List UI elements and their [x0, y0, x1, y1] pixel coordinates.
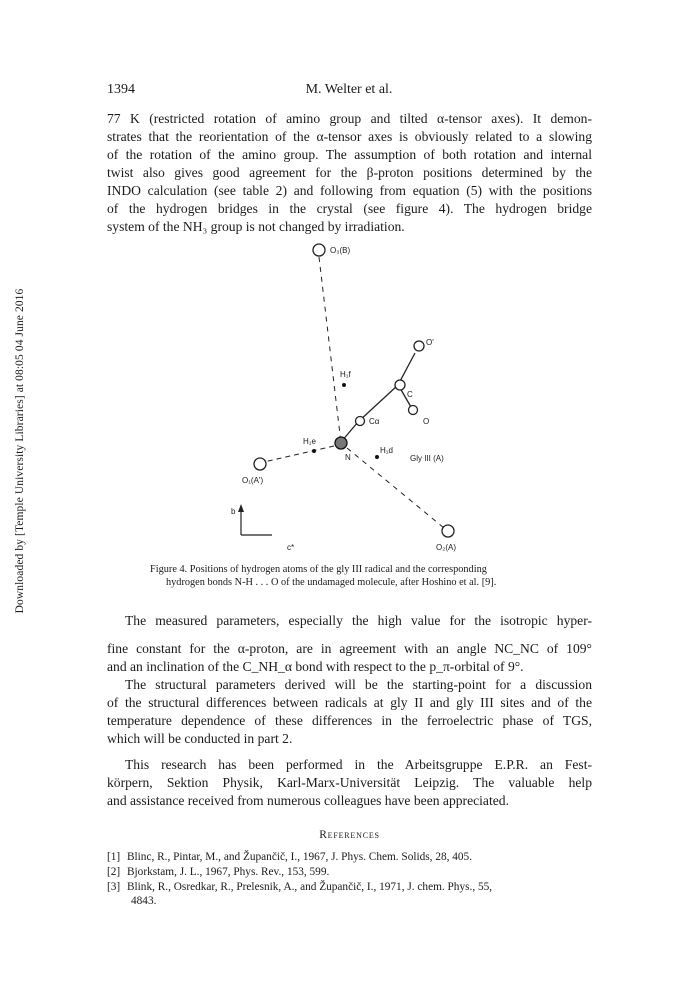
caption-line: hydrogen bonds N-H . . . O of the undamaged molecule, after Hoshino et al. [9]. [166, 577, 497, 588]
figure-caption [150, 563, 560, 589]
text-line: strates that the reorientation of the α-tensor axes is obviously related to a slowing [107, 129, 592, 144]
reference-item [107, 850, 592, 864]
reference-text: Blink, R., Osredkar, R., Prelesnik, A., and Župančič, I., 1971, J. chem. Phys., 55, [127, 881, 493, 893]
text-line: The measured parameters, especially the high value for the isotropic hyper- [125, 613, 592, 628]
text-line: and an inclination of the C_NH_α bond with respect to the p_π-orbital of 9°. [107, 659, 524, 674]
paragraph-3 [107, 676, 592, 748]
hbond-o1a [264, 446, 334, 462]
running-head: M. Welter et al. [305, 82, 393, 97]
label-ca: Cα [369, 417, 380, 426]
label-o2a: O₂(A) [436, 543, 456, 552]
caption-line: Figure 4. Positions of hydrogen atoms of the gly III radical and the corresponding [150, 564, 487, 575]
hbond-o3b [319, 257, 341, 443]
text-line: of the structural differences between radicals at gly II and gly III sites and of the [107, 695, 592, 710]
atom-ca [356, 417, 365, 426]
label-n: N [345, 453, 351, 462]
atom-o2a [442, 525, 454, 537]
text-line: 77 K (restricted rotation of amino group and tilted α-tensor axes). It demon- [107, 111, 592, 126]
atom-o [409, 406, 418, 415]
acknowledgement [107, 756, 592, 810]
text-line: The structural parameters derived will be the starting-point for a discussion [125, 677, 592, 692]
atom-n [335, 437, 347, 449]
text-line: of the hydrogen bridges in the crystal (see figure 4). The hydrogen bridge [107, 201, 592, 216]
label-h1f: H₁f [340, 370, 351, 379]
reference-number: [1] [107, 851, 121, 863]
reference-number: [2] [107, 866, 121, 878]
text-line: temperature dependence of these differences in the ferroelectric phase of TGS, [107, 713, 592, 728]
reference-text: Blinc, R., Pintar, M., and Župančič, I., 1967, J. Phys. Chem. Solids, 28, 405. [127, 851, 473, 863]
text-line: körpern, Sektion Physik, Karl-Marx-Universität Leipzig. The valuable help [107, 775, 592, 790]
text-line: system of the NH₃ group is not changed by irradiation. [107, 219, 405, 234]
atom-o3b [313, 244, 325, 256]
atom-c [395, 380, 405, 390]
atom-h1e [312, 449, 316, 453]
text-line: This research has been performed in the Arbeitsgruppe E.P.R. an Fest- [125, 757, 592, 772]
atom-h1d [375, 455, 379, 459]
paragraph-1 [107, 110, 592, 236]
label-oprime: O' [426, 338, 434, 347]
page-header [107, 82, 591, 100]
label-h1d: H₁d [380, 446, 393, 455]
label-cstar: c* [287, 543, 295, 552]
text-line: of the rotation of the amino group. The assumption of both rotation and internal [107, 147, 592, 162]
page-number: 1394 [107, 82, 135, 97]
label-o1a: O₁(A') [242, 476, 264, 485]
atom-h1f [342, 383, 346, 387]
atom-oprime [414, 341, 424, 351]
atom-o1a [254, 458, 266, 470]
reference-item [107, 880, 592, 908]
reference-text: Bjorkstam, J. L., 1967, Phys. Rev., 153, 599. [127, 866, 330, 878]
text-line: INDO calculation (see table 2) and following from equation (5) with the positions [107, 183, 592, 198]
label-c: C [407, 390, 413, 399]
arrow-up-icon [238, 504, 244, 512]
reference-item [107, 865, 592, 879]
text-line: twist also gives good agreement for the β-proton positions determined by the [107, 165, 592, 180]
figure-4-diagram [220, 238, 480, 558]
reference-number: [3] [107, 881, 121, 893]
text-line: which will be conducted in part 2. [107, 731, 293, 746]
paragraph-2 [107, 612, 592, 676]
hydrogen-bond-diagram [220, 238, 480, 558]
label-o3b: O₃(B) [330, 246, 351, 255]
label-b: b [231, 507, 236, 516]
label-gly: Gly III (A) [410, 454, 444, 463]
reference-continuation: 4843. [131, 895, 157, 907]
label-o: O [423, 417, 430, 426]
label-h1e: H₁e [303, 437, 316, 446]
text-line: fine constant for the α-proton, are in agreement with an angle NC_NC of 109° [107, 641, 592, 656]
references-heading: References [319, 829, 380, 841]
download-note: Downloaded by [Temple University Libraries] at 08:05 04 June 2016 [14, 288, 26, 614]
text-line: and assistance received from numerous colleagues have been appreciated. [107, 793, 509, 808]
